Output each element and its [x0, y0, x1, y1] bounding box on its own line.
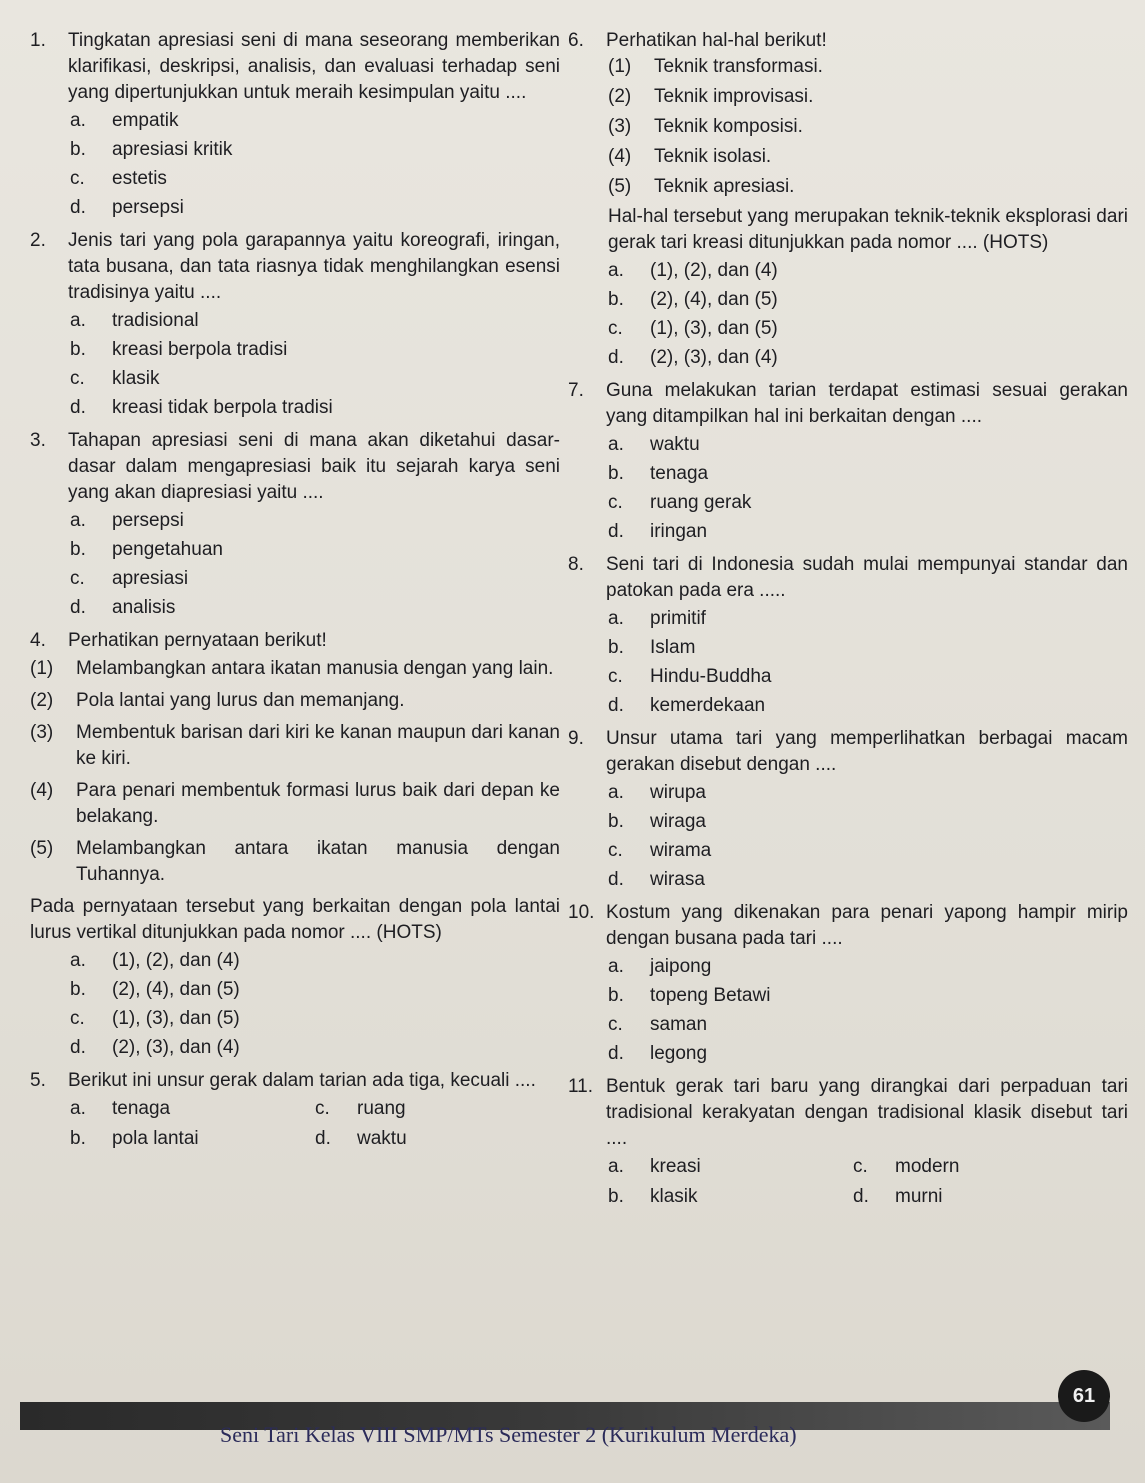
option-text: apresiasi	[112, 568, 189, 589]
question-3	[30, 428, 560, 622]
option-key: b.	[70, 339, 86, 360]
option-a[interactable]	[70, 946, 560, 975]
option-c[interactable]	[608, 314, 1128, 343]
question-followup: Pada pernyataan tersebut yang berkaitan dengan pola lantai lurus vertikal ditunjukkan pada nomor .... (HOTS)	[30, 896, 560, 943]
option-b[interactable]	[70, 535, 560, 564]
option-key: a.	[608, 1156, 624, 1177]
question-text: Perhatikan hal-hal berikut!	[606, 30, 827, 51]
option-d[interactable]	[70, 193, 560, 222]
statement-key: (3)	[608, 116, 632, 137]
question-text: Perhatikan pernyataan berikut!	[68, 630, 327, 651]
option-key: d.	[608, 521, 624, 542]
option-key: c.	[608, 492, 623, 513]
question-text: Tahapan apresiasi seni di mana akan diketahui dasar-dasar dalam mengapresiasi baik itu sejarah karya seni yang akan diapresiasi yaitu ....	[68, 430, 560, 503]
option-key: d.	[608, 347, 624, 368]
option-key: d.	[70, 1037, 86, 1058]
statement-text: Membentuk barisan dari kiri ke kanan maupun dari kanan ke kiri.	[76, 722, 560, 769]
statement-text: Teknik komposisi.	[654, 116, 803, 137]
statement-key: (4)	[30, 780, 54, 801]
question-number: 10.	[568, 902, 595, 923]
option-text: (2), (4), dan (5)	[650, 289, 778, 310]
statement-2	[608, 84, 1128, 110]
option-text: estetis	[112, 168, 167, 189]
option-c[interactable]	[608, 836, 1128, 865]
option-text: iringan	[650, 521, 708, 542]
option-c[interactable]	[70, 364, 560, 393]
question-text: Kostum yang dikenakan para penari yapong hampir mirip dengan busana pada tari ....	[606, 902, 1128, 949]
option-text: topeng Betawi	[650, 985, 771, 1006]
option-b[interactable]	[608, 459, 1128, 488]
statement-text: Teknik apresiasi.	[654, 176, 795, 197]
option-text: legong	[650, 1043, 708, 1064]
question-text: Berikut ini unsur gerak dalam tarian ada tiga, kecuali ....	[68, 1070, 536, 1091]
statement-key: (2)	[30, 690, 54, 711]
option-c[interactable]	[608, 662, 1128, 691]
option-text: tradisional	[112, 310, 199, 331]
statement-4	[30, 778, 560, 830]
option-key: a.	[608, 956, 624, 977]
statement-key: (3)	[30, 722, 54, 743]
option-key: c.	[70, 1008, 85, 1029]
question-text: Tingkatan apresiasi seni di mana seseorang memberikan klarifikasi, deskripsi, analisis, dan evaluasi terhadap seni yang dipertunjukkan untuk meraih kesimpulan yaitu ....	[68, 30, 560, 103]
option-d[interactable]	[608, 517, 1128, 546]
option-key: d.	[608, 695, 624, 716]
option-a[interactable]	[608, 256, 1128, 285]
question-text: Jenis tari yang pola garapannya yaitu koreografi, iringan, tata busana, dan tata riasnya tidak menghilangkan esensi tradisinya yaitu ....	[68, 230, 560, 303]
question-2	[30, 228, 560, 422]
option-key: b.	[70, 1128, 86, 1149]
option-text: persepsi	[112, 510, 184, 531]
option-text: wirasa	[650, 869, 705, 890]
option-key: d.	[70, 197, 86, 218]
statement-text: Melambangkan antara ikatan manusia dengan yang lain.	[76, 658, 554, 679]
statement-text: Teknik isolasi.	[654, 146, 772, 167]
option-key: a.	[608, 608, 624, 629]
option-text: (2), (3), dan (4)	[112, 1037, 240, 1058]
option-c[interactable]	[70, 1004, 560, 1033]
left-column	[30, 28, 560, 1160]
option-a[interactable]	[608, 1152, 853, 1182]
option-a[interactable]	[608, 430, 1128, 459]
statement-text: Teknik improvisasi.	[654, 86, 814, 107]
statement-1	[30, 656, 560, 682]
option-text: saman	[650, 1014, 708, 1035]
book-title: Seni Tari Kelas VIII SMP/MTs Semester 2 (Kurikulum Merdeka)	[220, 1422, 797, 1447]
question-5	[30, 1068, 560, 1154]
question-followup: Hal-hal tersebut yang merupakan teknik-teknik eksplorasi dari gerak tari kreasi ditunjukkan pada nomor .... (HOTS)	[608, 206, 1128, 253]
statement-text: Melambangkan antara ikatan manusia dengan Tuhannya.	[76, 838, 560, 885]
option-text: (1), (2), dan (4)	[112, 950, 240, 971]
option-text: (2), (3), dan (4)	[650, 347, 778, 368]
option-key: d.	[70, 597, 86, 618]
option-key: b.	[70, 979, 86, 1000]
question-number: 4.	[30, 630, 46, 651]
option-text: waktu	[650, 434, 700, 455]
option-key: d.	[608, 869, 624, 890]
option-a[interactable]	[70, 306, 560, 335]
option-text: ruang gerak	[650, 492, 752, 513]
option-key: c.	[608, 318, 623, 339]
option-key: b.	[608, 463, 624, 484]
option-d[interactable]	[608, 865, 1128, 894]
option-b[interactable]	[70, 135, 560, 164]
option-key: a.	[70, 950, 86, 971]
option-c[interactable]	[70, 164, 560, 193]
option-d[interactable]	[608, 1039, 1128, 1068]
question-number: 6.	[568, 30, 584, 51]
statement-key: (1)	[608, 56, 632, 77]
question-4	[30, 628, 560, 1062]
option-key: b.	[608, 985, 624, 1006]
option-a[interactable]	[70, 1094, 315, 1124]
option-key: c.	[608, 666, 623, 687]
question-number: 1.	[30, 30, 46, 51]
option-text: pola lantai	[112, 1128, 199, 1149]
option-d[interactable]	[70, 393, 560, 422]
option-text: tenaga	[650, 463, 709, 484]
option-text: persepsi	[112, 197, 184, 218]
option-key: a.	[70, 1098, 86, 1119]
option-key: a.	[608, 434, 624, 455]
statement-5	[608, 174, 1128, 200]
option-key: b.	[70, 139, 86, 160]
statement-text: Teknik transformasi.	[654, 56, 823, 77]
question-text: Bentuk gerak tari baru yang dirangkai dari perpaduan tari tradisional kerakyatan dengan tradisional klasik disebut tari ....	[606, 1076, 1128, 1149]
option-d[interactable]	[853, 1182, 1098, 1212]
statement-text: Pola lantai yang lurus dan memanjang.	[76, 690, 405, 711]
option-text: klasik	[650, 1186, 698, 1207]
statement-key: (5)	[608, 176, 632, 197]
option-text: kreasi tidak berpola tradisi	[112, 397, 333, 418]
question-text: Seni tari di Indonesia sudah mulai mempunyai standar dan patokan pada era .....	[606, 554, 1128, 601]
option-key: b.	[608, 1186, 624, 1207]
option-a[interactable]	[608, 952, 1128, 981]
statement-2	[30, 688, 560, 714]
option-b[interactable]	[608, 807, 1128, 836]
option-b[interactable]	[70, 975, 560, 1004]
option-text: tenaga	[112, 1098, 171, 1119]
statement-text: Para penari membentuk formasi lurus baik dari depan ke belakang.	[76, 780, 560, 827]
option-text: empatik	[112, 110, 179, 131]
option-text: (2), (4), dan (5)	[112, 979, 240, 1000]
option-key: b.	[608, 811, 624, 832]
option-c[interactable]	[315, 1094, 560, 1124]
option-b[interactable]	[608, 633, 1128, 662]
option-key: a.	[70, 110, 86, 131]
option-b[interactable]	[608, 981, 1128, 1010]
option-key: c.	[853, 1156, 868, 1177]
option-text: Islam	[650, 637, 696, 658]
option-text: primitif	[650, 608, 706, 629]
option-text: wirama	[650, 840, 712, 861]
option-text: modern	[895, 1156, 960, 1177]
option-key: d.	[315, 1128, 331, 1149]
question-text: Guna melakukan tarian terdapat estimasi sesuai gerakan yang ditampilkan hal ini berkaitan dengan ....	[606, 380, 1128, 427]
statement-3	[30, 720, 560, 772]
option-a[interactable]	[70, 506, 560, 535]
option-text: kreasi berpola tradisi	[112, 339, 288, 360]
statement-5	[30, 836, 560, 888]
question-number: 8.	[568, 554, 584, 575]
question-number: 5.	[30, 1070, 46, 1091]
question-6	[568, 28, 1128, 372]
option-text: waktu	[357, 1128, 407, 1149]
option-b[interactable]	[608, 285, 1128, 314]
question-number: 7.	[568, 380, 584, 401]
question-text: Unsur utama tari yang memperlihatkan berbagai macam gerakan disebut dengan ....	[606, 728, 1128, 775]
option-text: kemerdekaan	[650, 695, 766, 716]
option-d[interactable]	[608, 343, 1128, 372]
statement-1	[608, 54, 1128, 80]
option-text: wiraga	[650, 811, 706, 832]
option-key: b.	[608, 289, 624, 310]
option-key: a.	[608, 260, 624, 281]
question-10	[568, 900, 1128, 1068]
option-c[interactable]	[853, 1152, 1098, 1182]
question-8	[568, 552, 1128, 720]
question-number: 9.	[568, 728, 584, 749]
statement-key: (4)	[608, 146, 632, 167]
option-a[interactable]	[70, 106, 560, 135]
option-text: (1), (3), dan (5)	[112, 1008, 240, 1029]
option-text: apresiasi kritik	[112, 139, 233, 160]
statement-key: (2)	[608, 86, 632, 107]
option-key: a.	[70, 310, 86, 331]
option-d[interactable]	[608, 691, 1128, 720]
statement-4	[608, 144, 1128, 170]
page-number: 61	[1058, 1370, 1110, 1422]
option-key: a.	[70, 510, 86, 531]
question-1	[30, 28, 560, 222]
statement-3	[608, 114, 1128, 140]
right-column	[568, 28, 1128, 1218]
option-text: murni	[895, 1186, 943, 1207]
option-text: Hindu-Buddha	[650, 666, 772, 687]
option-text: jaipong	[650, 956, 712, 977]
option-c[interactable]	[608, 488, 1128, 517]
option-a[interactable]	[608, 604, 1128, 633]
option-text: (1), (2), dan (4)	[650, 260, 778, 281]
option-text: kreasi	[650, 1156, 701, 1177]
question-7	[568, 378, 1128, 546]
question-11	[568, 1074, 1128, 1212]
option-key: b.	[70, 539, 86, 560]
option-key: d.	[853, 1186, 869, 1207]
option-text: ruang	[357, 1098, 406, 1119]
option-key: b.	[608, 637, 624, 658]
option-key: a.	[608, 782, 624, 803]
option-text: (1), (3), dan (5)	[650, 318, 778, 339]
option-key: c.	[70, 368, 85, 389]
option-c[interactable]	[608, 1010, 1128, 1039]
option-key: c.	[315, 1098, 330, 1119]
option-text: analisis	[112, 597, 176, 618]
option-key: c.	[608, 840, 623, 861]
option-b[interactable]	[70, 1124, 315, 1154]
option-text: wirupa	[650, 782, 706, 803]
question-9	[568, 726, 1128, 894]
question-number: 11.	[568, 1076, 594, 1097]
option-key: d.	[608, 1043, 624, 1064]
statement-key: (5)	[30, 838, 54, 859]
option-d[interactable]	[70, 593, 560, 622]
option-b[interactable]	[608, 1182, 853, 1212]
option-text: klasik	[112, 368, 160, 389]
statement-key: (1)	[30, 658, 54, 679]
option-text: pengetahuan	[112, 539, 223, 560]
option-b[interactable]	[70, 335, 560, 364]
question-number: 2.	[30, 230, 46, 251]
option-c[interactable]	[70, 564, 560, 593]
option-key: c.	[70, 168, 85, 189]
option-d[interactable]	[70, 1033, 560, 1062]
option-a[interactable]	[608, 778, 1128, 807]
option-d[interactable]	[315, 1124, 560, 1154]
question-number: 3.	[30, 430, 46, 451]
option-key: c.	[608, 1014, 623, 1035]
option-key: d.	[70, 397, 86, 418]
option-key: c.	[70, 568, 85, 589]
